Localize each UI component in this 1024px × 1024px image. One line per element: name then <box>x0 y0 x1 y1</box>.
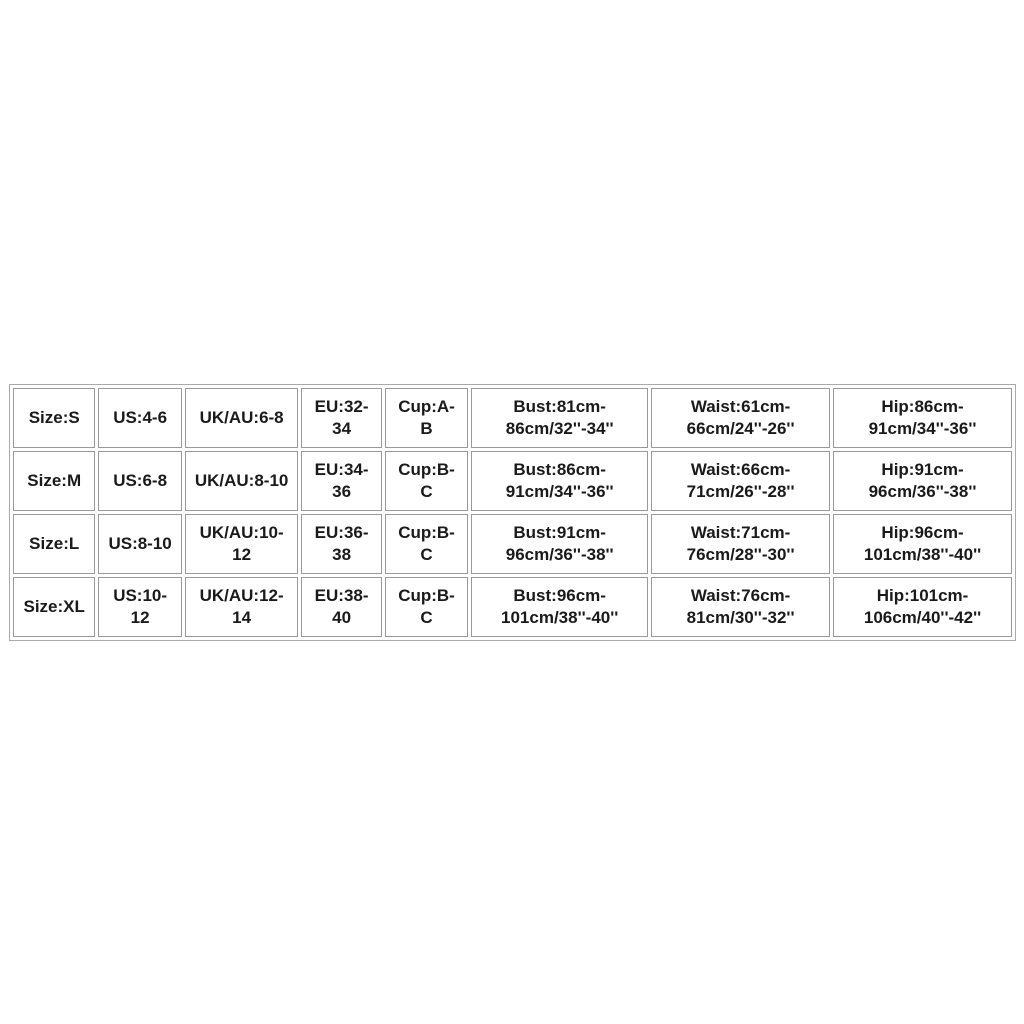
cup-size-cell: Cup:B- C <box>385 451 468 511</box>
bust-cell: Bust:81cm- 86cm/32''-34'' <box>471 388 648 448</box>
us-size-cell: US:10- 12 <box>98 577 181 637</box>
uk-au-size-cell: UK/AU:10- 12 <box>185 514 299 574</box>
eu-size-cell: EU:32- 34 <box>301 388 381 448</box>
uk-au-size-cell: UK/AU:12- 14 <box>185 577 299 637</box>
waist-cell: Waist:71cm- 76cm/28''-30'' <box>651 514 830 574</box>
size-cell: Size:M <box>13 451 95 511</box>
bust-cell: Bust:91cm- 96cm/36''-38'' <box>471 514 648 574</box>
size-cell: Size:L <box>13 514 95 574</box>
waist-cell: Waist:61cm- 66cm/24''-26'' <box>651 388 830 448</box>
table-row <box>13 514 1012 574</box>
table-row <box>13 451 1012 511</box>
uk-au-size-cell: UK/AU:6-8 <box>185 388 299 448</box>
bust-cell: Bust:86cm- 91cm/34''-36'' <box>471 451 648 511</box>
us-size-cell: US:6-8 <box>98 451 181 511</box>
waist-cell: Waist:66cm- 71cm/26''-28'' <box>651 451 830 511</box>
eu-size-cell: EU:36- 38 <box>301 514 381 574</box>
table-row <box>13 388 1012 448</box>
cup-size-cell: Cup:B- C <box>385 577 468 637</box>
cup-size-cell: Cup:A- B <box>385 388 468 448</box>
waist-cell: Waist:76cm- 81cm/30''-32'' <box>651 577 830 637</box>
hip-cell: Hip:101cm- 106cm/40''-42'' <box>833 577 1012 637</box>
us-size-cell: US:8-10 <box>98 514 181 574</box>
hip-cell: Hip:91cm- 96cm/36''-38'' <box>833 451 1012 511</box>
bust-cell: Bust:96cm- 101cm/38''-40'' <box>471 577 648 637</box>
hip-cell: Hip:96cm- 101cm/38''-40'' <box>833 514 1012 574</box>
us-size-cell: US:4-6 <box>98 388 181 448</box>
cup-size-cell: Cup:B- C <box>385 514 468 574</box>
eu-size-cell: EU:34- 36 <box>301 451 381 511</box>
size-cell: Size:S <box>13 388 95 448</box>
eu-size-cell: EU:38- 40 <box>301 577 381 637</box>
size-cell: Size:XL <box>13 577 95 637</box>
hip-cell: Hip:86cm- 91cm/34''-36'' <box>833 388 1012 448</box>
uk-au-size-cell: UK/AU:8-10 <box>185 451 299 511</box>
table-row <box>13 577 1012 637</box>
size-chart-table <box>9 384 1016 641</box>
